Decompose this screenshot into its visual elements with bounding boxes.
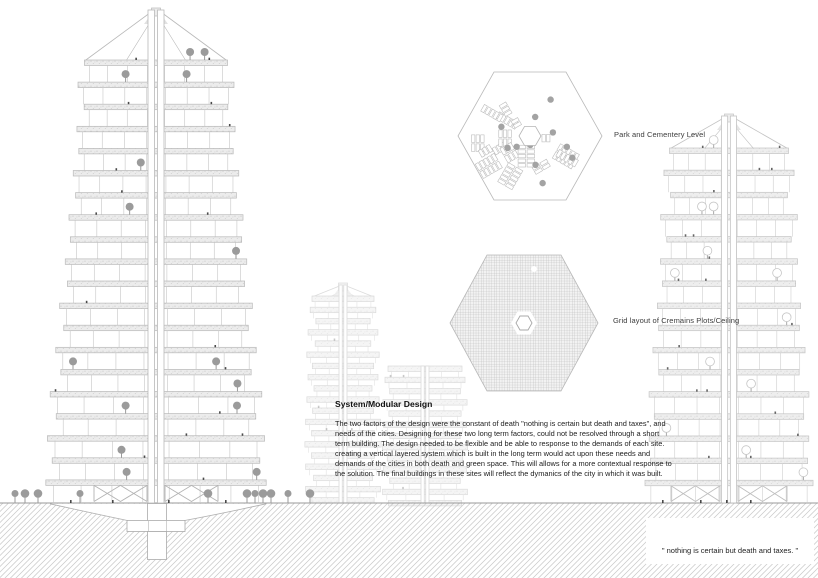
cremains-grid-plan	[450, 255, 598, 391]
system-design-text	[335, 399, 673, 480]
main-tower-elevation	[46, 8, 266, 503]
park-level-label: Park and Cementery Level	[614, 130, 706, 139]
section-body: The two factors of the design were the constant of death "nothing is certain but death and taxes", and needs of the cities. Designing for these two long term factors, could not be resolved through a short term building. The design needed to be flexible and be able to response to the demands of each site. creating a vertical layered system which is built in the long term would act upon these needs and demands of the cities in both death and green space. This will allows for a more contextual response to the solution. The final buildings in these sites will reflect the dymanics of the city in which it was built.	[335, 419, 672, 479]
grid-layout-label: Grid layout of Cremains Plots/Ceiling	[613, 316, 740, 325]
quote-text: " nothing is certain but death and taxes. "	[661, 546, 799, 555]
quote-box	[646, 518, 814, 564]
section-title: System/Modular Design	[335, 399, 433, 409]
park-cemetery-plan	[458, 72, 602, 200]
grade-trees	[12, 489, 752, 503]
